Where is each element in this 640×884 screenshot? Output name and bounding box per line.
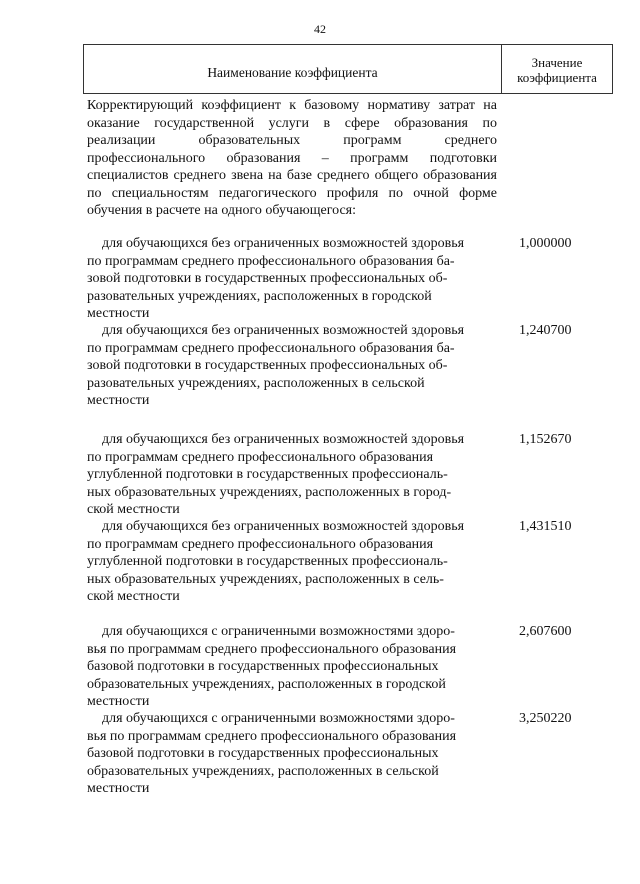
row-description: для обучающихся без ограниченных возможностей здоровья по программам среднего профессионального образования углубленной подготовки в государственных профессиональ- ных образовательных учреждениях, расположенных в город- ской местности [87,432,465,518]
row-description: для обучающихся с ограниченными возможностями здоро- вья по программам среднего профессионального образования базовой подготовки в государственных профессиональных образовательных учреждениях, расположенных в городской местности [87,624,457,710]
row-value: 1,240700 [519,323,572,338]
header-coefficient-name: Наименование коэффициента [84,45,502,93]
table-header [83,44,613,94]
page-number: 42 [314,22,326,36]
row-description: для обучающихся без ограниченных возможностей здоровья по программам среднего профессионального образования ба- зовой подготовки в государственных профессиональных об- разовательных учреждениях, расположенных в сельской местности [87,323,465,409]
row-value: 1,152670 [519,432,572,447]
row-value: 2,607600 [519,624,572,639]
header-coefficient-value: Значение коэффициента [517,55,597,85]
row-value: 3,250220 [519,711,572,726]
row-value: 1,431510 [519,519,572,534]
row-description: для обучающихся с ограниченными возможностями здоро- вья по программам среднего профессионального образования базовой подготовки в государственных профессиональных образовательных учреждениях, расположенных в сельской местности [87,711,457,797]
intro-paragraph: Корректирующий коэффициент к базовому нормативу затрат на оказание государственной услуги в сфере образования по реализации образовательных программ среднего профессионального образования – программ подготовки специалистов среднего звена на базе среднего общего образования по специальностям педагогического профиля по очной форме обучения в расчете на одного обучающегося: [87,98,497,218]
row-description: для обучающихся без ограниченных возможностей здоровья по программам среднего профессионального образования углубленной подготовки в государственных профессиональ- ных образовательных учреждениях, расположенных в сель- ской местности [87,519,465,605]
row-value: 1,000000 [519,236,572,251]
row-description: для обучающихся без ограниченных возможностей здоровья по программам среднего профессионального образования ба- зовой подготовки в государственных профессиональных об- разовательных учреждениях, расположенных в городской местности [87,236,465,322]
